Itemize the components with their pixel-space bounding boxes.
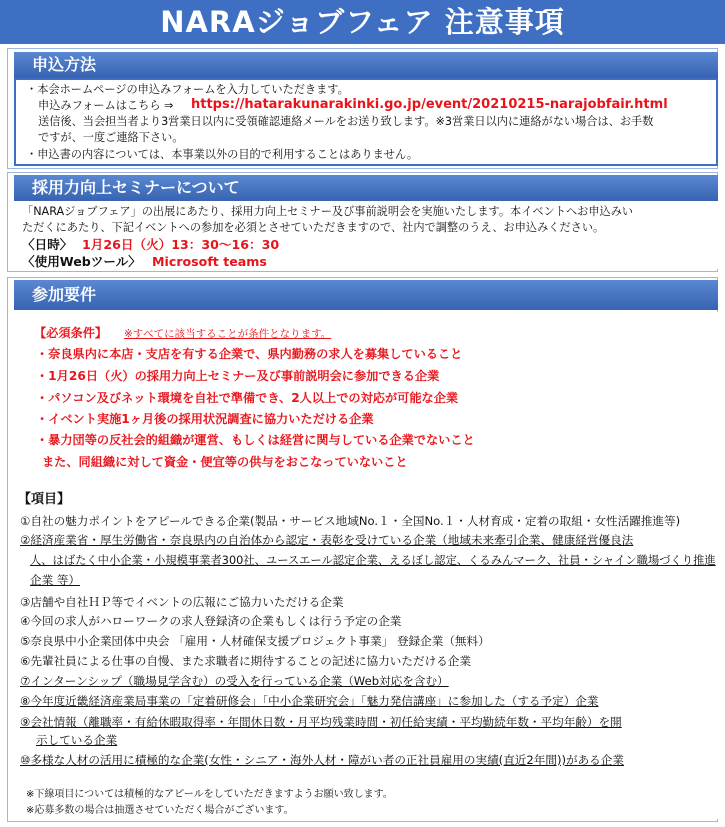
page-title: NARAジョブフェア 注意事項 <box>0 0 725 44</box>
item-8: ⑧今年度近畿経済産業局事業の「定着研修会」「中小企業研究会」「魅力発信講座」に参加した（する予定）企業 <box>20 694 599 708</box>
apply-form-label: 申込みフォームはこちら ⇒ <box>38 99 174 112</box>
seminar-date-value: 1月26日（火）13：30～16：30 <box>82 237 280 252</box>
seminar-line-2: ただくにあたり、下記イベントへの参加を必須とさせていただきますので、社内で調整のうえ、お申込みください。 <box>22 221 605 234</box>
footnote-2: ※応募多数の場合は抽選させていただく場合がございます。 <box>26 805 294 816</box>
required-label: 【必須条件】 <box>34 326 108 340</box>
required-note: ※すべてに該当することが条件となります。 <box>124 328 332 340</box>
section-heading-seminar: 採用力向上セミナーについて <box>14 175 718 201</box>
item-1: ①自社の魅力ポイントをアピールできる企業(製品・サービス地域No.１・全国No.１・人材育成・定着の取組・女性活躍推進等) <box>20 514 681 528</box>
seminar-line-1: 「NARAジョブフェア」の出展にあたり、採用力向上セミナー及び事前説明会を実施いたします。本イベントへお申込みい <box>22 205 634 218</box>
apply-form-link[interactable]: https://hatarakunarakinki.go.jp/event/20210215-narajobfair.html <box>191 97 668 112</box>
item-3: ③店舗や自社ＨＰ等でイベントの広報にご協力いただける企業 <box>20 595 344 609</box>
seminar-tool-value: Microsoft teams <box>152 254 267 269</box>
required-item-5: ・暴力団等の反社会的組織が運営、もしくは経営に関与している企業でないこと <box>36 433 475 447</box>
item-6: ⑥先輩社員による仕事の自慢、また求職者に期待することの記述に協力いただける企業 <box>20 654 471 668</box>
item-10: ⑩多様な人材の活用に積極的な企業(女性・シニア・海外人材・障がい者の正社員雇用の実績(直近2年間))がある企業 <box>20 753 624 767</box>
item-2: ②経済産業省・厚生労働省・奈良県内の自治体から認定・表彰を受けている企業（地域未来牽引企業、健康経営優良法 <box>20 533 634 547</box>
item-5: ⑤奈良県中小企業団体中央会 「雇用・人材確保支援プロジェクト事業」 登録企業（無料） <box>20 634 490 648</box>
apply-line-4: ですが、一度ご連絡下さい。 <box>38 131 184 144</box>
apply-line-3: 送信後、当会担当者より3営業日以内に受領確認連絡メールをお送り致します。※3営業日以内に連絡がない場合は、お手数 <box>38 115 654 128</box>
item-9: ⑨会社情報（離職率・有給休暇取得率・年間休日数・月平均残業時間・初任給実績・平均勤続年数・平均年齢）を開 <box>20 715 622 729</box>
apply-line-1: ・本会ホームページの申込みフォームを入力していただきます。 <box>26 83 349 96</box>
required-item-3: ・パソコン及びネット環境を自社で準備でき、2人以上での対応が可能な企業 <box>36 391 459 405</box>
required-item-6: また、同組織に対して資金・便宜等の供与をおこなっていないこと <box>42 455 408 469</box>
item-2-cont-1: 人、はばたく中小企業・小規模事業者300社、ユースエール認定企業、えるぼし認定、くるみんマーク、社員・シャイン職場づくり推進 <box>30 553 716 567</box>
section-heading-requirements: 参加要件 <box>14 280 718 310</box>
required-item-1: ・奈良県内に本店・支店を有する企業で、県内勤務の求人を募集していること <box>36 347 463 361</box>
item-4: ④今回の求人がハローワークの求人登録済の企業もしくは行う予定の企業 <box>20 614 402 628</box>
item-9-cont: 示している企業 <box>36 733 118 747</box>
section-heading-apply: 申込方法 <box>14 52 718 78</box>
items-label: 【項目】 <box>18 492 71 507</box>
required-item-4: ・イベント実施1ヶ月後の採用状況調査に協力いただける企業 <box>36 412 374 426</box>
item-7: ⑦インターンシップ（職場見学含む）の受入を行っている企業（Web対応を含む） <box>20 674 449 688</box>
apply-line-5: ・申込書の内容については、本事業以外の目的で利用することはありません。 <box>26 148 419 161</box>
item-2-cont-2: 企業 等） <box>30 573 81 587</box>
footnote-1: ※下線項目については積極的なアピールをしていただきますようお願い致します。 <box>26 789 393 800</box>
seminar-date-label: 〈日時〉 <box>22 237 73 252</box>
seminar-tool-label: 〈使用Webツール〉 <box>22 254 141 269</box>
required-item-2: ・1月26日（火）の採用力向上セミナー及び事前説明会に参加できる企業 <box>36 369 440 383</box>
